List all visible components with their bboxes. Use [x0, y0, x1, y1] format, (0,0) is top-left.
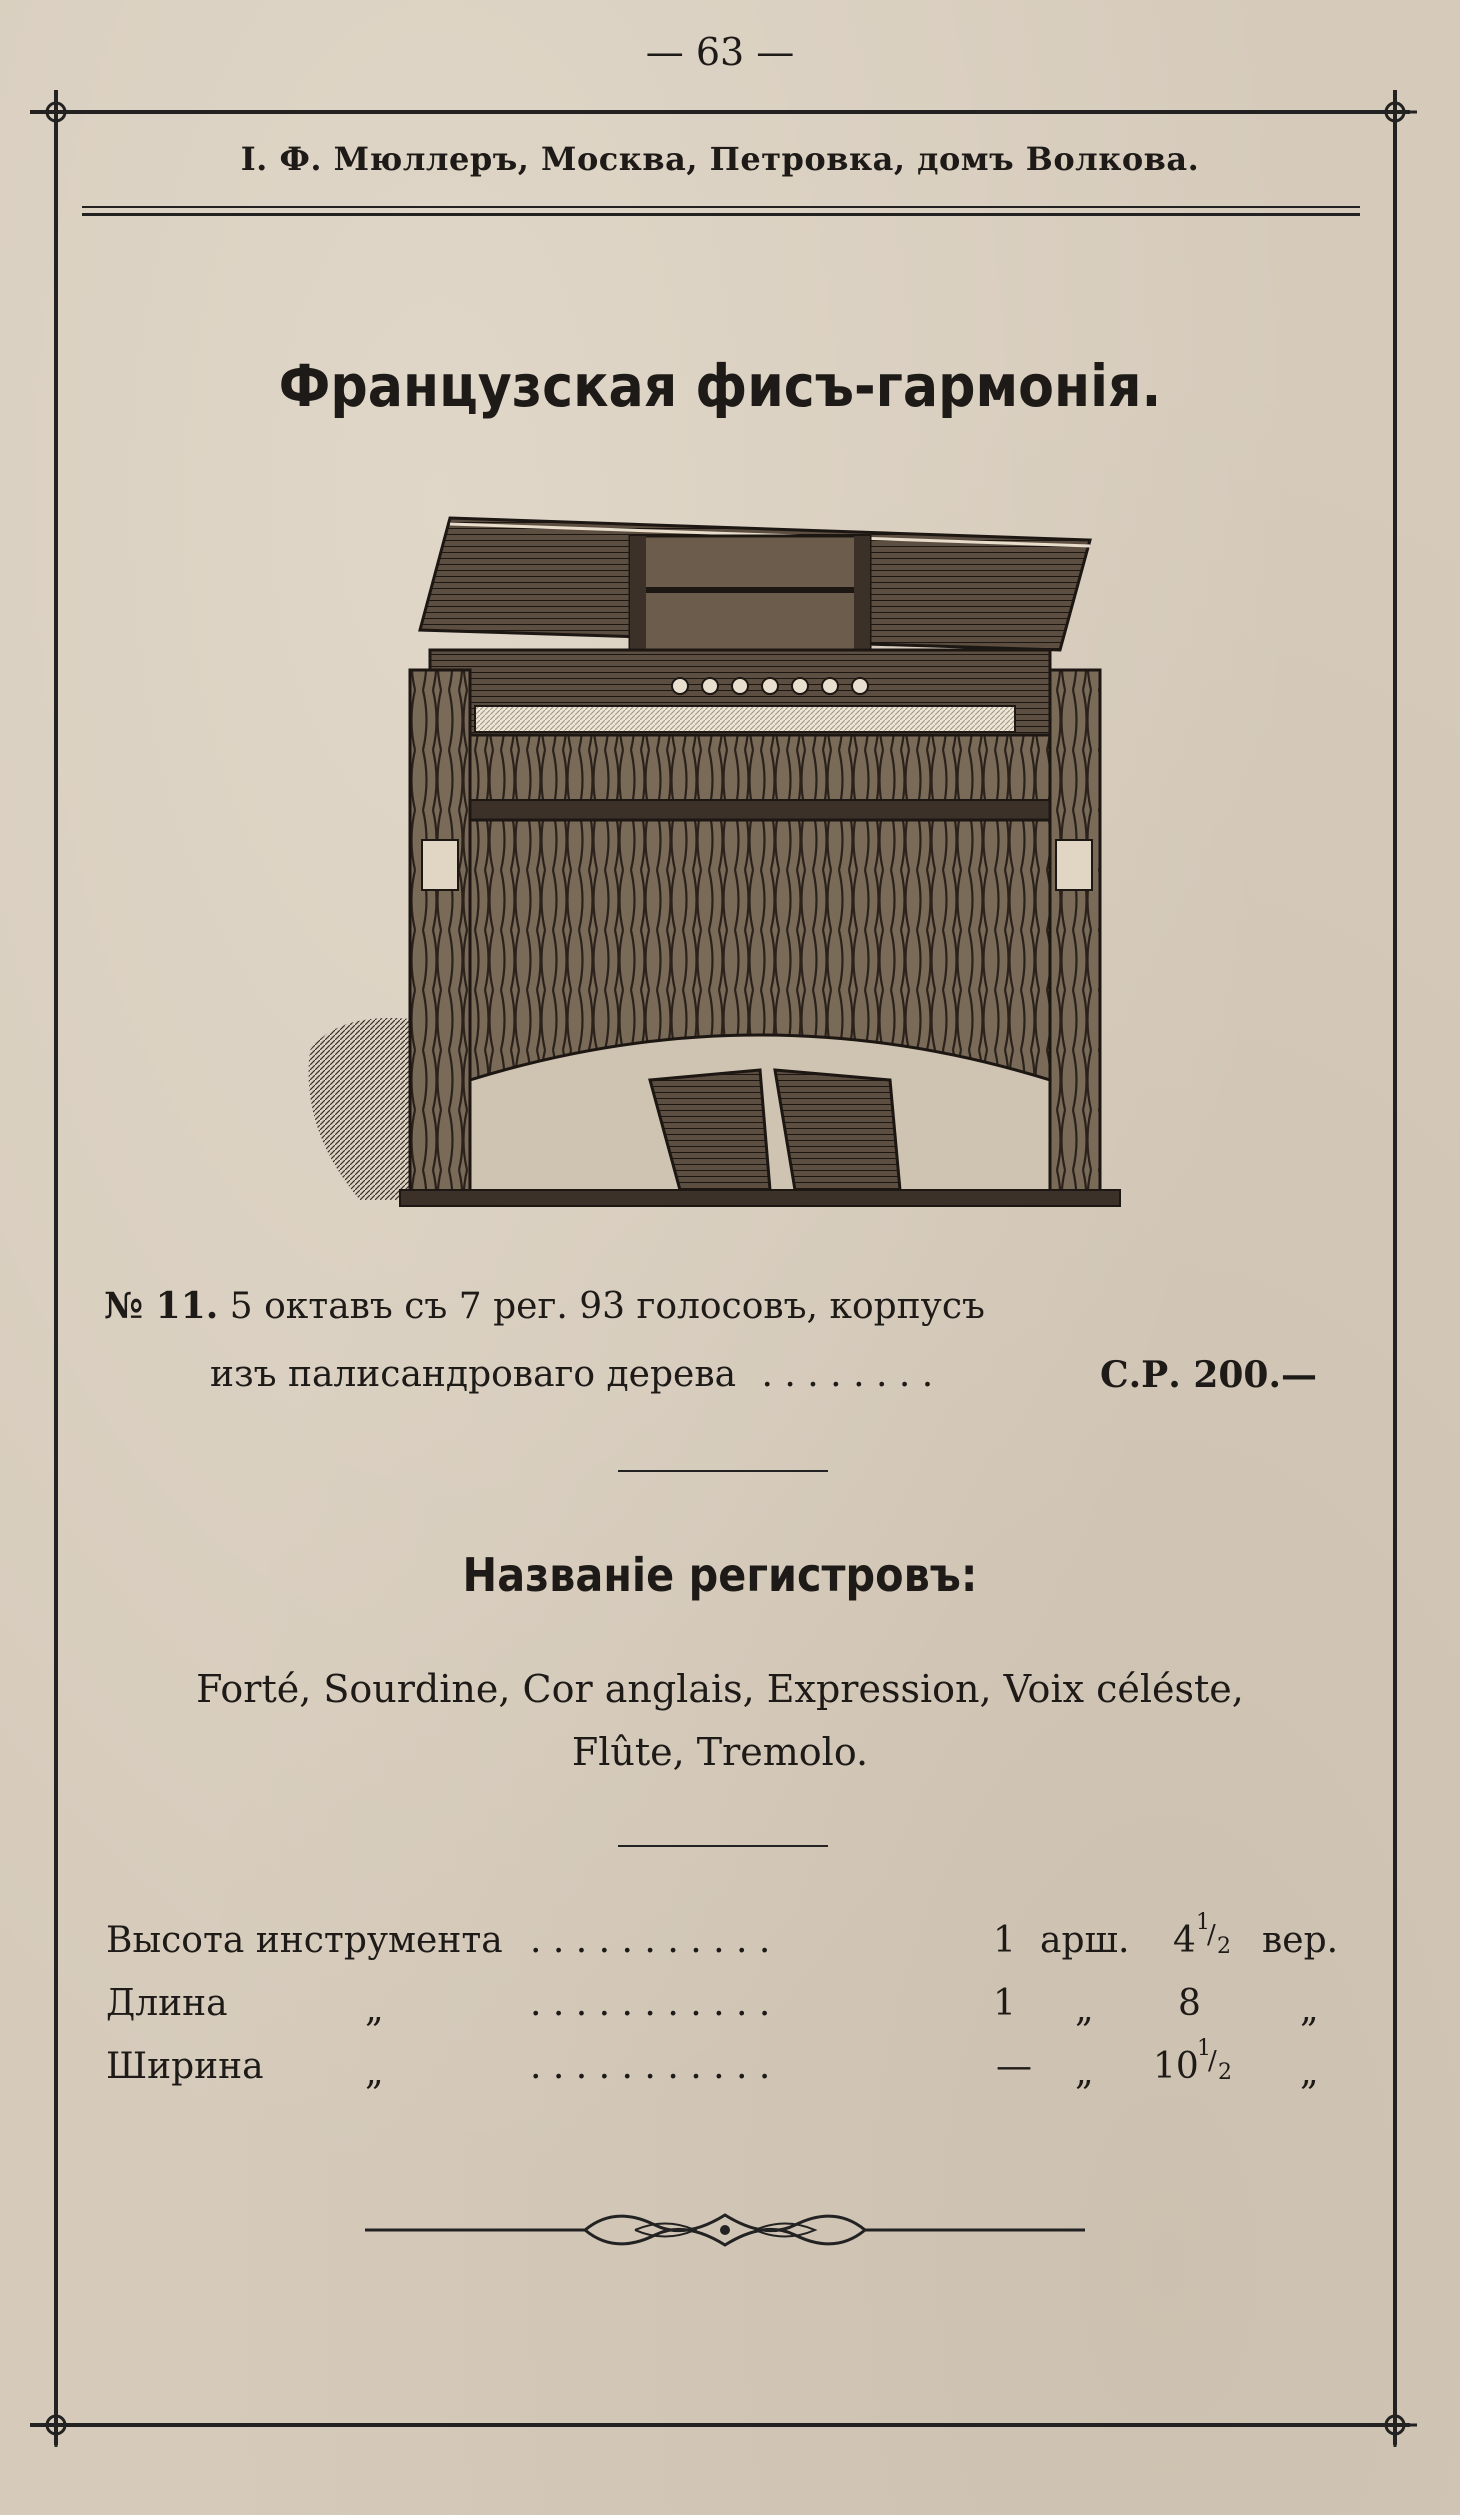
item-number: № 11.: [104, 1285, 219, 1327]
item-material: изъ палисандроваго дерева: [210, 1354, 737, 1395]
dimension-value-arshin: 1: [993, 1920, 1016, 1961]
section-divider: [618, 1470, 828, 1472]
dimension-value-vershok: 4: [1173, 1920, 1196, 1961]
dimension-value-arshin: —: [996, 2046, 1032, 2087]
item-price: С.Р. 200.—: [1100, 1354, 1318, 1396]
section-divider: [618, 1845, 828, 1847]
frame-bottom-rule: [30, 2423, 1410, 2427]
dimension-value-vershok: 10: [1153, 2046, 1199, 2087]
dimension-unit-arshin: арш.: [1040, 1920, 1130, 1961]
registers-line1: Forté, Sourdine, Cor anglais, Expression, Voix céléste,: [196, 1667, 1244, 1711]
dimension-ditto: „: [365, 1989, 384, 2030]
dimension-label: Высота инструмента: [106, 1920, 503, 1961]
harmonium-illustration: [300, 510, 1140, 1210]
frame-right-rule: [1393, 90, 1397, 2445]
dimension-fraction-numerator: 1: [1196, 1910, 1210, 1935]
frame-left-rule: [54, 90, 58, 2445]
item-spec: 5 октавъ съ 7 рег. 93 голосовъ, корпусъ: [229, 1286, 985, 1327]
dimension-value-vershok: 8: [1178, 1983, 1201, 2024]
item-dots: . . . . . . . .: [761, 1354, 934, 1395]
registers-line2: Flûte, Tremolo.: [571, 1730, 869, 1774]
item-description-line1: [104, 1285, 985, 1327]
registers-heading: Названіе регистровъ:: [462, 1548, 978, 1602]
fraction-slash: /: [1208, 2046, 1217, 2076]
page-title: Французская фисъ-гармонія.: [278, 352, 1162, 420]
dimension-dots: . . . . . . . . . . .: [530, 1920, 771, 1961]
corner-ornament-icon: [34, 90, 78, 134]
dimension-unit-vershok: вер.: [1262, 1920, 1339, 1961]
corner-ornament-icon: [1373, 90, 1417, 134]
dimension-value-arshin: 1: [993, 1983, 1016, 2024]
dimension-label: Длина: [106, 1983, 228, 2024]
dimension-unit-vershok: „: [1300, 2052, 1319, 2093]
dimension-fraction-denominator: 2: [1217, 1934, 1231, 1959]
dimension-fraction-numerator: 1: [1197, 2036, 1211, 2061]
scroll-ornament-icon: [365, 2195, 1085, 2265]
dimension-unit-arshin: „: [1075, 2052, 1094, 2093]
item-description-line2: [210, 1354, 933, 1395]
dimension-fraction-denominator: 2: [1218, 2060, 1232, 2085]
dimension-unit-vershok: „: [1300, 1989, 1319, 2030]
corner-ornament-icon: [34, 2403, 78, 2447]
dimension-dots: . . . . . . . . . . .: [530, 1983, 771, 2024]
header-double-rule-bottom: [82, 213, 1360, 216]
dimension-dots: . . . . . . . . . . .: [530, 2046, 771, 2087]
dimension-label: Ширина: [106, 2046, 264, 2087]
dimension-ditto: „: [365, 2052, 384, 2093]
publisher-header: I. Ф. Мюллеръ, Москва, Петровка, домъ Волкова.: [240, 140, 1200, 178]
frame-top-rule: [30, 110, 1410, 114]
dimension-unit-arshin: „: [1075, 1989, 1094, 2030]
page-number: — 63 —: [645, 30, 795, 74]
header-double-rule-top: [82, 206, 1360, 208]
fraction-slash: /: [1207, 1920, 1216, 1950]
corner-ornament-icon: [1373, 2403, 1417, 2447]
